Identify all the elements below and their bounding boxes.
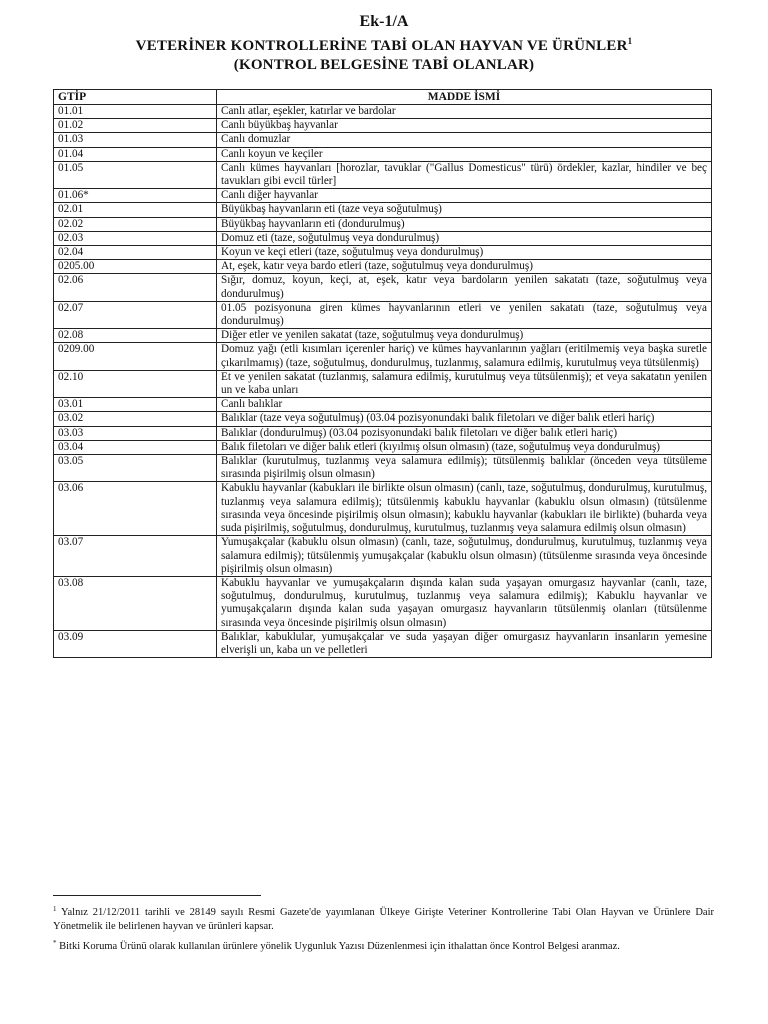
gtip-code-cell: 02.07 — [54, 301, 217, 328]
document-header — [0, 12, 768, 75]
gtip-code-cell: 02.10 — [54, 370, 217, 397]
document-title — [0, 32, 768, 56]
gtip-code-cell: 02.04 — [54, 246, 217, 260]
table-row — [54, 161, 712, 188]
item-name-cell: Canlı büyükbaş hayvanlar — [217, 119, 712, 133]
footnote-1-mark: 1 — [53, 905, 57, 913]
title-footnote-mark: 1 — [627, 36, 633, 46]
footnote-divider — [53, 895, 261, 896]
footnote-1-text: Yalnız 21/12/2011 tarihli ve 28149 sayılı Resmi Gazete'de yayımlanan Ülkeye Girişte Veteriner Kontrollerine Tabi Olan Hayvan ve Ürünlere Dair Yönetmelik ile belirlenen hayvan ve ürünleri kapsar. — [53, 907, 714, 932]
table-row — [54, 482, 712, 536]
footnote-2-text: Bitki Koruma Ürünü olarak kullanılan ürünlere yönelik Uygunluk Yazısı Düzenlenmesi için ithalattan önce Kontrol Belgesi aranmaz. — [59, 941, 620, 952]
table-row — [54, 370, 712, 397]
gtip-code-cell: 01.05 — [54, 161, 217, 188]
item-name-cell: Diğer etler ve yenilen sakatat (taze, soğutulmuş veya dondurulmuş) — [217, 329, 712, 343]
item-name-cell: Canlı kümes hayvanları [horozlar, tavuklar ("Gallus Domesticus" türü) ördekler, kazlar, hindiler ve beç tavukları gibi evcil türler] — [217, 161, 712, 188]
table-row — [54, 189, 712, 203]
gtip-code-cell: 02.08 — [54, 329, 217, 343]
item-name-cell: Domuz eti (taze, soğutulmuş veya dondurulmuş) — [217, 231, 712, 245]
footnote-2-mark: * — [53, 939, 57, 947]
column-header-gtip: GTİP — [54, 90, 217, 105]
gtip-code-cell: 03.09 — [54, 630, 217, 657]
table-row — [54, 133, 712, 147]
item-name-cell: Sığır, domuz, koyun, keçi, at, eşek, katır veya bardoların yenilen sakatatı (taze, soğutulmuş veya dondurulmuş) — [217, 274, 712, 301]
footnote-2 — [53, 936, 714, 954]
item-name-cell: Balıklar, kabuklular, yumuşakçalar ve suda yaşayan diğer omurgasız hayvanların insanların yemesine elverişli un, kaba un ve pelletleri — [217, 630, 712, 657]
table-row — [54, 119, 712, 133]
item-name-cell: Domuz yağı (etli kısımları içerenler hariç) ve kümes hayvanlarının yağları (eritilmemiş veya başka suretle çıkarılmamış) (taze, soğutulmuş, dondurulmuş, tuzlanmış, salamura edilmiş, kurutulmuş veya tütsülenmiş) — [217, 343, 712, 370]
table-row — [54, 260, 712, 274]
gtip-code-cell: 03.07 — [54, 536, 217, 577]
gtip-code-cell: 0209.00 — [54, 343, 217, 370]
table-row — [54, 455, 712, 482]
item-name-cell: Canlı diğer hayvanlar — [217, 189, 712, 203]
table-row — [54, 536, 712, 577]
title-line-1: VETERİNER KONTROLLERİNE TABİ OLAN HAYVAN VE ÜRÜNLER — [135, 38, 628, 54]
gtip-code-cell: 01.04 — [54, 147, 217, 161]
gtip-code-cell: 01.03 — [54, 133, 217, 147]
gtip-code-cell: 03.03 — [54, 426, 217, 440]
table-row — [54, 412, 712, 426]
gtip-code-cell: 01.06* — [54, 189, 217, 203]
table-row — [54, 105, 712, 119]
table-row — [54, 231, 712, 245]
item-name-cell: Canlı koyun ve keçiler — [217, 147, 712, 161]
item-name-cell: Et ve yenilen sakatat (tuzlanmış, salamura edilmiş, kurutulmuş veya tütsülenmiş); et veya sakatatın yenilen un ve kaba unları — [217, 370, 712, 397]
item-name-cell: Canlı balıklar — [217, 398, 712, 412]
item-name-cell: Kabuklu hayvanlar ve yumuşakçaların dışında kalan suda yaşayan omurgasız hayvanlar (canlı, taze, soğutulmuş, dondurulmuş, kurutulmuş, tuzlanmış veya salamura edilmiş); Kabuklu hayvanlar ve yumuşakçaların dışında kalan suda yaşayan omurgasız hayvanların tütsülenmiş olanları (tütsülenme sırasında veya öncesinde pişirilmiş olsun olmasın) — [217, 576, 712, 630]
table-body — [54, 105, 712, 658]
table-row — [54, 426, 712, 440]
table-row — [54, 630, 712, 657]
table-row — [54, 203, 712, 217]
footnotes — [53, 895, 714, 956]
gtip-code-cell: 03.04 — [54, 440, 217, 454]
gtip-code-cell: 02.02 — [54, 217, 217, 231]
item-name-cell: 01.05 pozisyonuna giren kümes hayvanlarının etleri ve yenilen sakatatı (taze, soğutulmuş veya dondurulmuş) — [217, 301, 712, 328]
item-name-cell: Büyükbaş hayvanların eti (dondurulmuş) — [217, 217, 712, 231]
item-name-cell: Kabuklu hayvanlar (kabukları ile birlikte olsun olmasın) (canlı, taze, soğutulmuş, dondurulmuş, kurutulmuş, tuzlanmış veya salamura edilmiş); tütsülenmiş kabuklu hayvanlar (kabuklu olsun olmasın) (tütsülenme sırasında veya öncesinde pişirilmiş olsun olmasın); kabuklu hayvanlar (kabukları ile birlikte) (buharda veya suda pişirilmiş, soğutulmuş, dondurulmuş, kurutulmuş, tuzlanmış veya salamura edilmiş olsun olmasın) — [217, 482, 712, 536]
table-row — [54, 398, 712, 412]
table-row — [54, 576, 712, 630]
table-header-row — [54, 90, 712, 105]
item-name-cell: Balıklar (kurutulmuş, tuzlanmış veya salamura edilmiş); tütsülenmiş balıklar (önceden veya tütsüleme sırasında pişirilmiş olsun olmasın) — [217, 455, 712, 482]
table-row — [54, 301, 712, 328]
document-subtitle: (KONTROL BELGESİNE TABİ OLANLAR) — [233, 57, 535, 73]
item-name-cell: Yumuşakçalar (kabuklu olsun olmasın) (canlı, taze, soğutulmuş, dondurulmuş, kurutulmuş, tuzlanmış veya salamura edilmiş); tütsülenmiş yumuşakçalar (kabuklu olsun olmasın) (tütsülenme sırasında veya öncesinde pişirilmiş olsun olmasın) — [217, 536, 712, 577]
item-name-cell: At, eşek, katır veya bardo etleri (taze, soğutulmuş veya dondurulmuş) — [217, 260, 712, 274]
table-row — [54, 246, 712, 260]
item-name-cell: Balık filetoları ve diğer balık etleri (kıyılmış olsun olmasın) (taze, soğutulmuş veya dondurulmuş) — [217, 440, 712, 454]
gtip-code-cell: 02.03 — [54, 231, 217, 245]
gtip-code-cell: 01.01 — [54, 105, 217, 119]
item-name-cell: Balıklar (dondurulmuş) (03.04 pozisyonundaki balık filetoları ve diğer balık etleri hariç) — [217, 426, 712, 440]
table-row — [54, 147, 712, 161]
item-name-cell: Balıklar (taze veya soğutulmuş) (03.04 pozisyonundaki balık filetoları ve diğer balık etleri hariç) — [217, 412, 712, 426]
column-header-item-name: MADDE İSMİ — [217, 90, 712, 105]
item-name-cell: Büyükbaş hayvanların eti (taze veya soğutulmuş) — [217, 203, 712, 217]
gtip-code-cell: 03.05 — [54, 455, 217, 482]
table-row — [54, 440, 712, 454]
gtip-code-cell: 03.02 — [54, 412, 217, 426]
gtip-code-cell: 01.02 — [54, 119, 217, 133]
table-row — [54, 343, 712, 370]
table-row — [54, 274, 712, 301]
gtip-code-cell: 02.06 — [54, 274, 217, 301]
gtip-code-cell: 03.01 — [54, 398, 217, 412]
table-row — [54, 217, 712, 231]
gtip-code-cell: 0205.00 — [54, 260, 217, 274]
gtip-code-cell: 02.01 — [54, 203, 217, 217]
item-name-cell: Canlı atlar, eşekler, katırlar ve bardolar — [217, 105, 712, 119]
goods-table — [53, 89, 712, 658]
gtip-code-cell: 03.08 — [54, 576, 217, 630]
annex-label: Ek-1/A — [359, 13, 409, 30]
gtip-code-cell: 03.06 — [54, 482, 217, 536]
item-name-cell: Koyun ve keçi etleri (taze, soğutulmuş veya dondurulmuş) — [217, 246, 712, 260]
item-name-cell: Canlı domuzlar — [217, 133, 712, 147]
table-row — [54, 329, 712, 343]
footnote-1 — [53, 902, 714, 934]
